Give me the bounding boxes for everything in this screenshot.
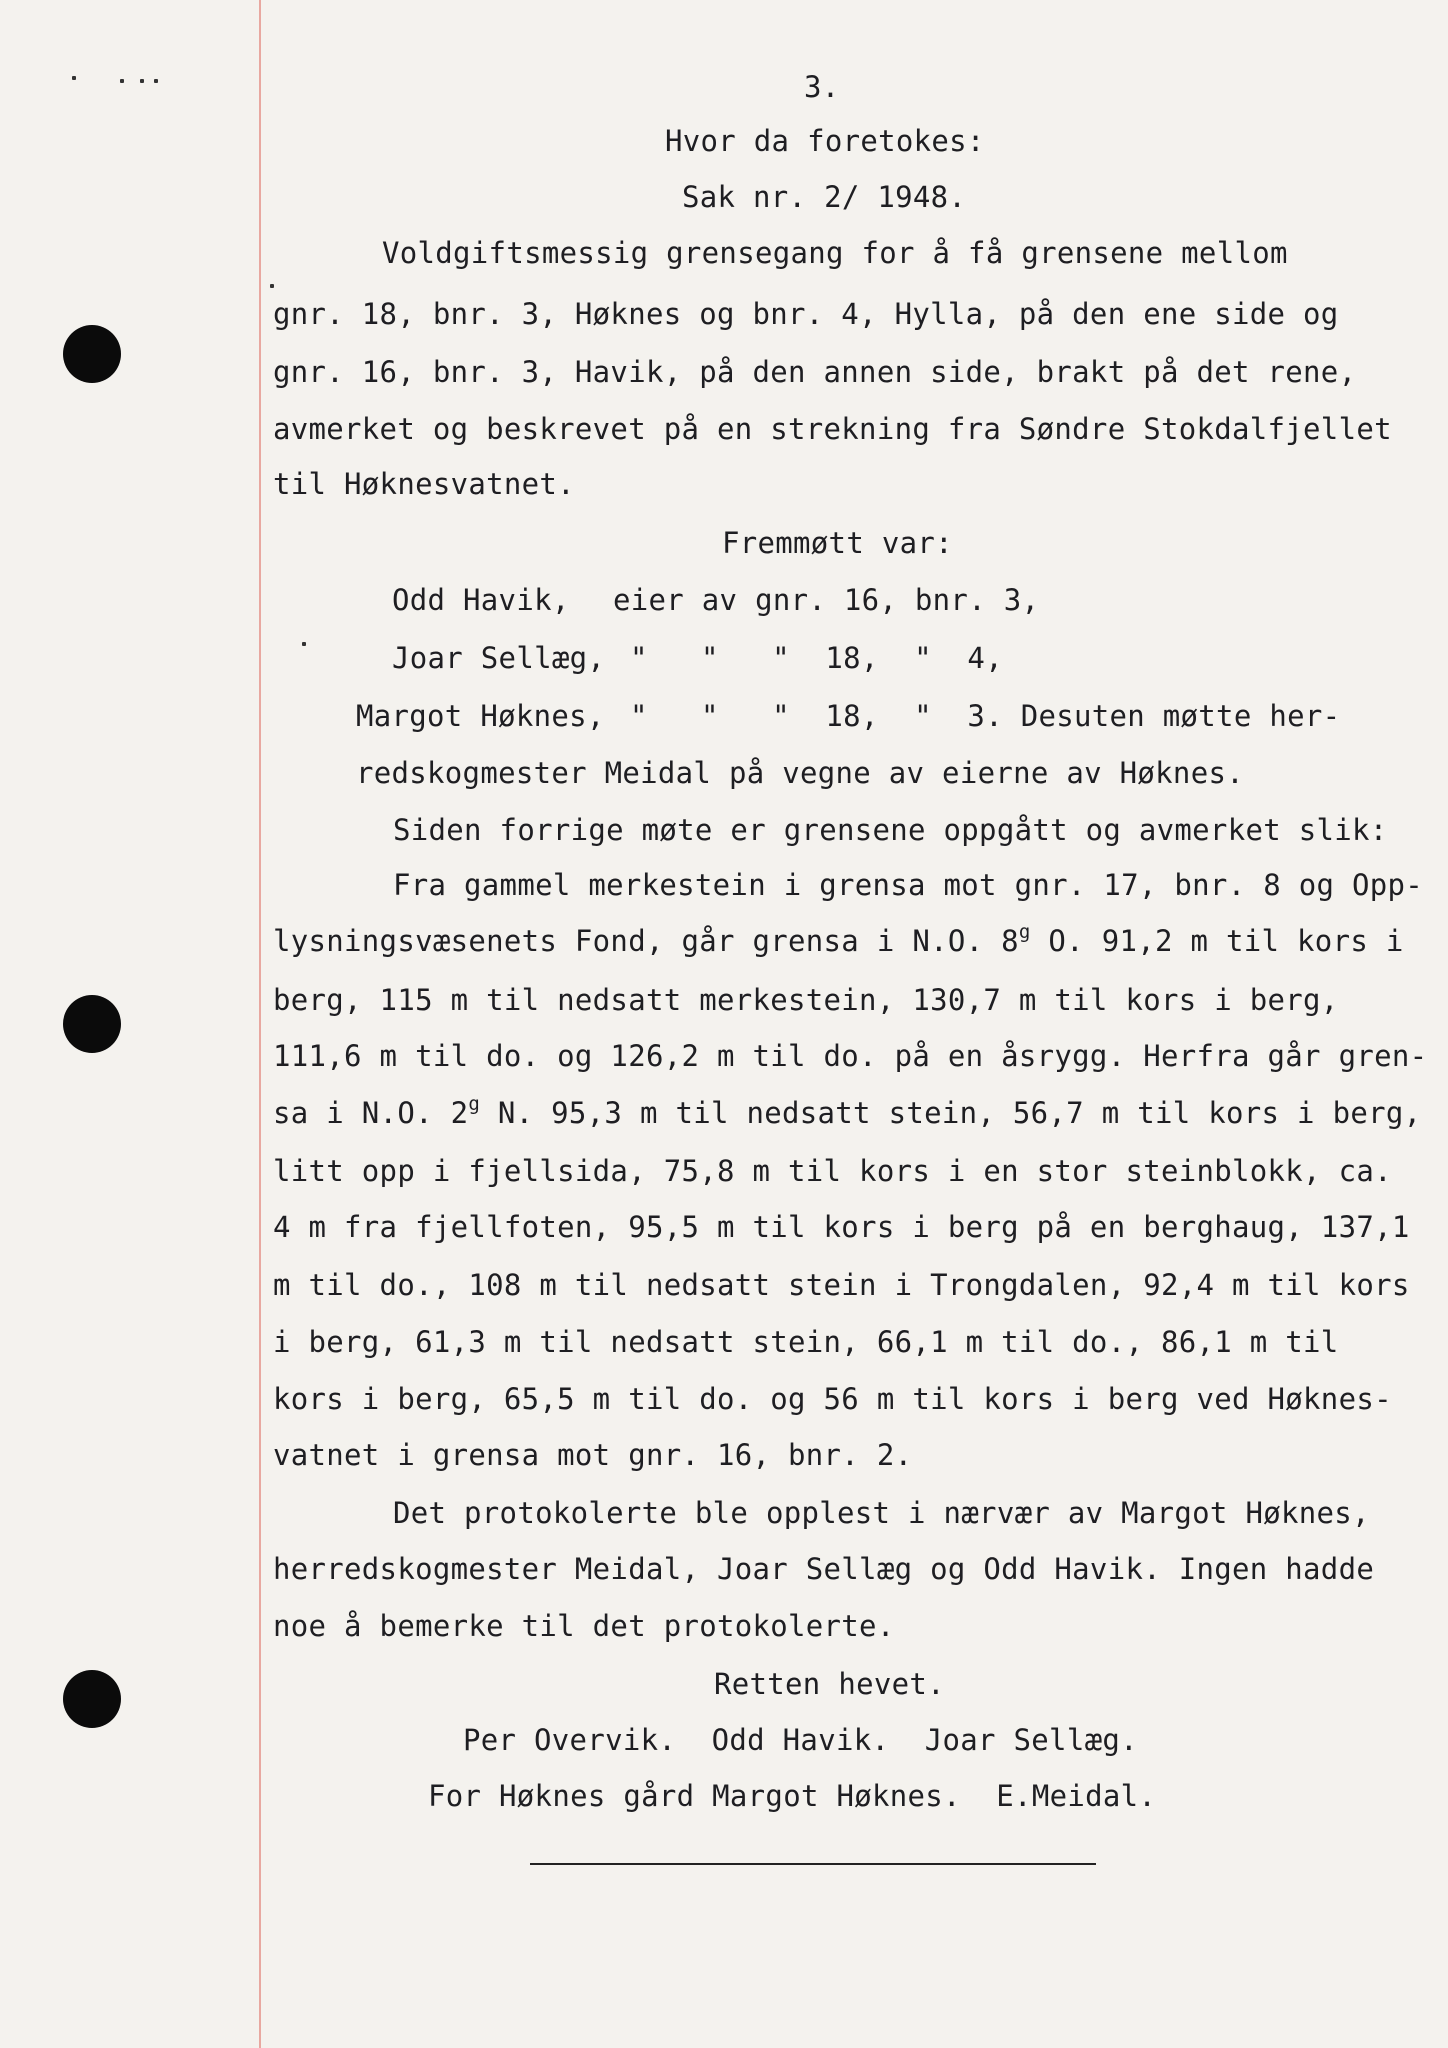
paragraph-line: [273, 1093, 1422, 1130]
attendance-continuation: redskogmester Meidal på vegne av eierne av Høknes.: [356, 756, 1244, 790]
paragraph-line: Voldgiftsmessig grensegang for å få grensene mellom: [382, 236, 1288, 270]
page-number: 3.: [804, 70, 840, 104]
text-run: lysningsvæsenets Fond, går grensa i N.O. 8: [273, 924, 1019, 958]
punch-hole-top: [63, 325, 121, 383]
paragraph-line: Siden forrige møte er grensene oppgått og avmerket slik:: [393, 813, 1388, 847]
paragraph-line: gnr. 18, bnr. 3, Høknes og bnr. 4, Hylla, på den ene side og: [273, 297, 1339, 331]
paragraph-line: vatnet i grensa mot gnr. 16, bnr. 2.: [273, 1438, 913, 1472]
attendee-name: Joar Sellæg,: [392, 641, 606, 675]
ink-speck: [270, 284, 274, 288]
punch-hole-middle: [63, 995, 121, 1053]
paragraph-line: herredskogmester Meidal, Joar Sellæg og Odd Havik. Ingen hadde: [273, 1552, 1375, 1586]
ink-speck: [140, 79, 144, 83]
attendee-details: " " " 18, " 3. Desuten møtte her-: [630, 699, 1341, 733]
superscript: g: [468, 1093, 481, 1115]
superscript: g: [1018, 921, 1031, 943]
ink-speck: [72, 76, 76, 80]
case-number: Sak nr. 2/ 1948.: [682, 180, 967, 214]
text-run: sa i N.O. 2: [273, 1096, 469, 1130]
attendee-details: eier av gnr. 16, bnr. 3,: [613, 583, 1040, 617]
paragraph-line: [273, 921, 1404, 958]
ink-speck: [154, 79, 158, 83]
ink-speck: [120, 79, 124, 83]
paragraph-line: Det protokolerte ble opplest i nærvær av Margot Høknes,: [393, 1496, 1370, 1530]
text-run: N. 95,3 m til nedsatt stein, 56,7 m til kors i berg,: [480, 1096, 1422, 1130]
attendee-name: Margot Høknes,: [356, 699, 605, 733]
paragraph-line: m til do., 108 m til nedsatt stein i Trongdalen, 92,4 m til kors: [273, 1268, 1410, 1302]
ink-speck: [302, 642, 306, 646]
paragraph-line: Fra gammel merkestein i grensa mot gnr. 17, bnr. 8 og Opp-: [393, 868, 1424, 902]
paragraph-line: 4 m fra fjellfoten, 95,5 m til kors i berg på en berghaug, 137,1: [273, 1210, 1410, 1244]
punch-hole-bottom: [63, 1670, 121, 1728]
signature-line: Per Overvik. Odd Havik. Joar Sellæg.: [463, 1723, 1138, 1757]
paragraph-line: berg, 115 m til nedsatt merkestein, 130,7 m til kors i berg,: [273, 983, 1339, 1017]
paragraph-line: gnr. 16, bnr. 3, Havik, på den annen side, brakt på det rene,: [273, 355, 1357, 389]
paragraph-line: i berg, 61,3 m til nedsatt stein, 66,1 m til do., 86,1 m til: [273, 1325, 1339, 1359]
signature-line: For Høknes gård Margot Høknes. E.Meidal.: [428, 1779, 1157, 1813]
closing-rule: [530, 1863, 1096, 1865]
paragraph-line: avmerket og beskrevet på en strekning fra Søndre Stokdalfjellet: [273, 412, 1392, 446]
paragraph-line: litt opp i fjellsida, 75,8 m til kors i en stor steinblokk, ca.: [273, 1154, 1392, 1188]
heading: Hvor da foretokes:: [665, 124, 985, 158]
paragraph-line: kors i berg, 65,5 m til do. og 56 m til kors i berg ved Høknes-: [273, 1382, 1392, 1416]
attendee-name: Odd Havik,: [392, 583, 570, 617]
paragraph-line: 111,6 m til do. og 126,2 m til do. på en åsrygg. Herfra går gren-: [273, 1039, 1428, 1073]
text-run: O. 91,2 m til kors i: [1030, 924, 1404, 958]
margin-rule: [259, 0, 261, 2048]
paragraph-line: til Høknesvatnet.: [273, 467, 575, 501]
closing-line: Retten hevet.: [714, 1667, 945, 1701]
attendee-details: " " " 18, " 4,: [630, 641, 1003, 675]
paragraph-line: noe å bemerke til det protokolerte.: [273, 1609, 895, 1643]
attendance-heading: Fremmøtt var:: [722, 526, 953, 560]
